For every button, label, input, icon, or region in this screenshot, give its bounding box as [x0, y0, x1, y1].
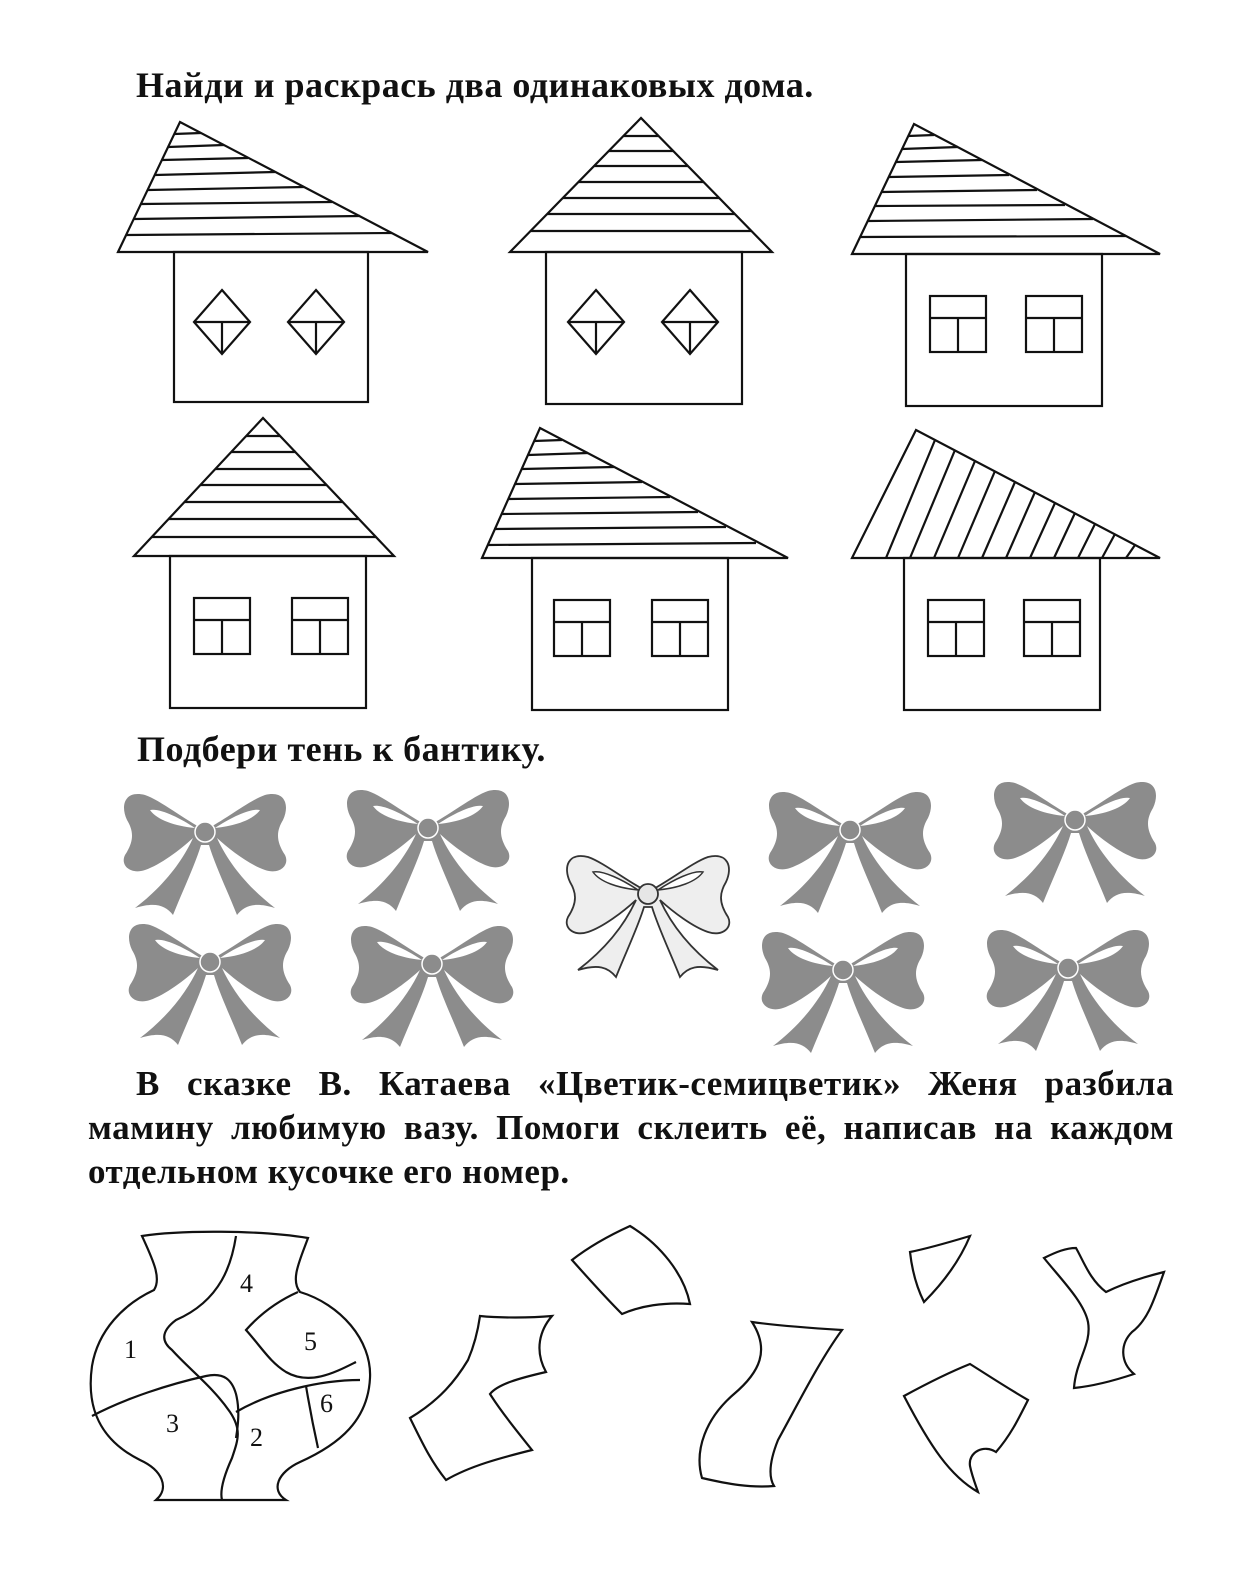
house-6[interactable]	[852, 430, 1160, 710]
roof-stripes	[126, 133, 392, 235]
bow-shadow-6[interactable]	[994, 782, 1157, 903]
bow-shadow-5[interactable]	[769, 792, 932, 913]
vase-number-3: 3	[166, 1409, 179, 1438]
vase-piece-d[interactable]	[910, 1236, 970, 1302]
vase-number-2: 2	[250, 1423, 263, 1452]
bow-shadow-7[interactable]	[762, 932, 925, 1053]
bow-shadow-1[interactable]	[124, 794, 287, 915]
vase-piece-f[interactable]	[904, 1364, 1028, 1492]
vase-number-1: 1	[124, 1335, 137, 1364]
roof-stripes	[860, 135, 1126, 237]
roof-stripes	[531, 136, 751, 231]
vase-puzzle	[91, 1232, 370, 1500]
vase-piece-e[interactable]	[1044, 1248, 1164, 1388]
bows-instruction: Подбери тень к бантику.	[137, 729, 546, 769]
roof-stripes	[152, 436, 376, 537]
bow-shadow-3[interactable]	[129, 924, 292, 1045]
bow-shadow-4[interactable]	[351, 926, 514, 1047]
vase-number-5: 5	[304, 1327, 317, 1356]
house-4[interactable]	[134, 418, 394, 708]
house-5[interactable]	[482, 428, 788, 710]
vase-piece-c[interactable]	[700, 1322, 842, 1487]
roof-stripes	[886, 440, 1135, 558]
houses-instruction: Найди и раскрась два одинаковых дома.	[136, 65, 814, 105]
bow-original	[567, 856, 730, 977]
vase-instruction: В сказке В. Катаева «Цветик-семицветик» Женя разбила мамину любимую вазу. Помоги склеить её, написав на каждом отдельном кусочке его номер.	[88, 1064, 1174, 1191]
bow-shadow-2[interactable]	[347, 790, 510, 911]
vase-number-4: 4	[240, 1269, 253, 1298]
vase-piece-b[interactable]	[572, 1226, 690, 1314]
vase-piece-a[interactable]	[410, 1316, 552, 1480]
bow-shadow-8	[987, 930, 1150, 1051]
house-1[interactable]	[118, 122, 428, 402]
vase-number-6: 6	[320, 1389, 333, 1418]
house-3[interactable]	[852, 124, 1160, 406]
house-2[interactable]	[510, 118, 772, 404]
